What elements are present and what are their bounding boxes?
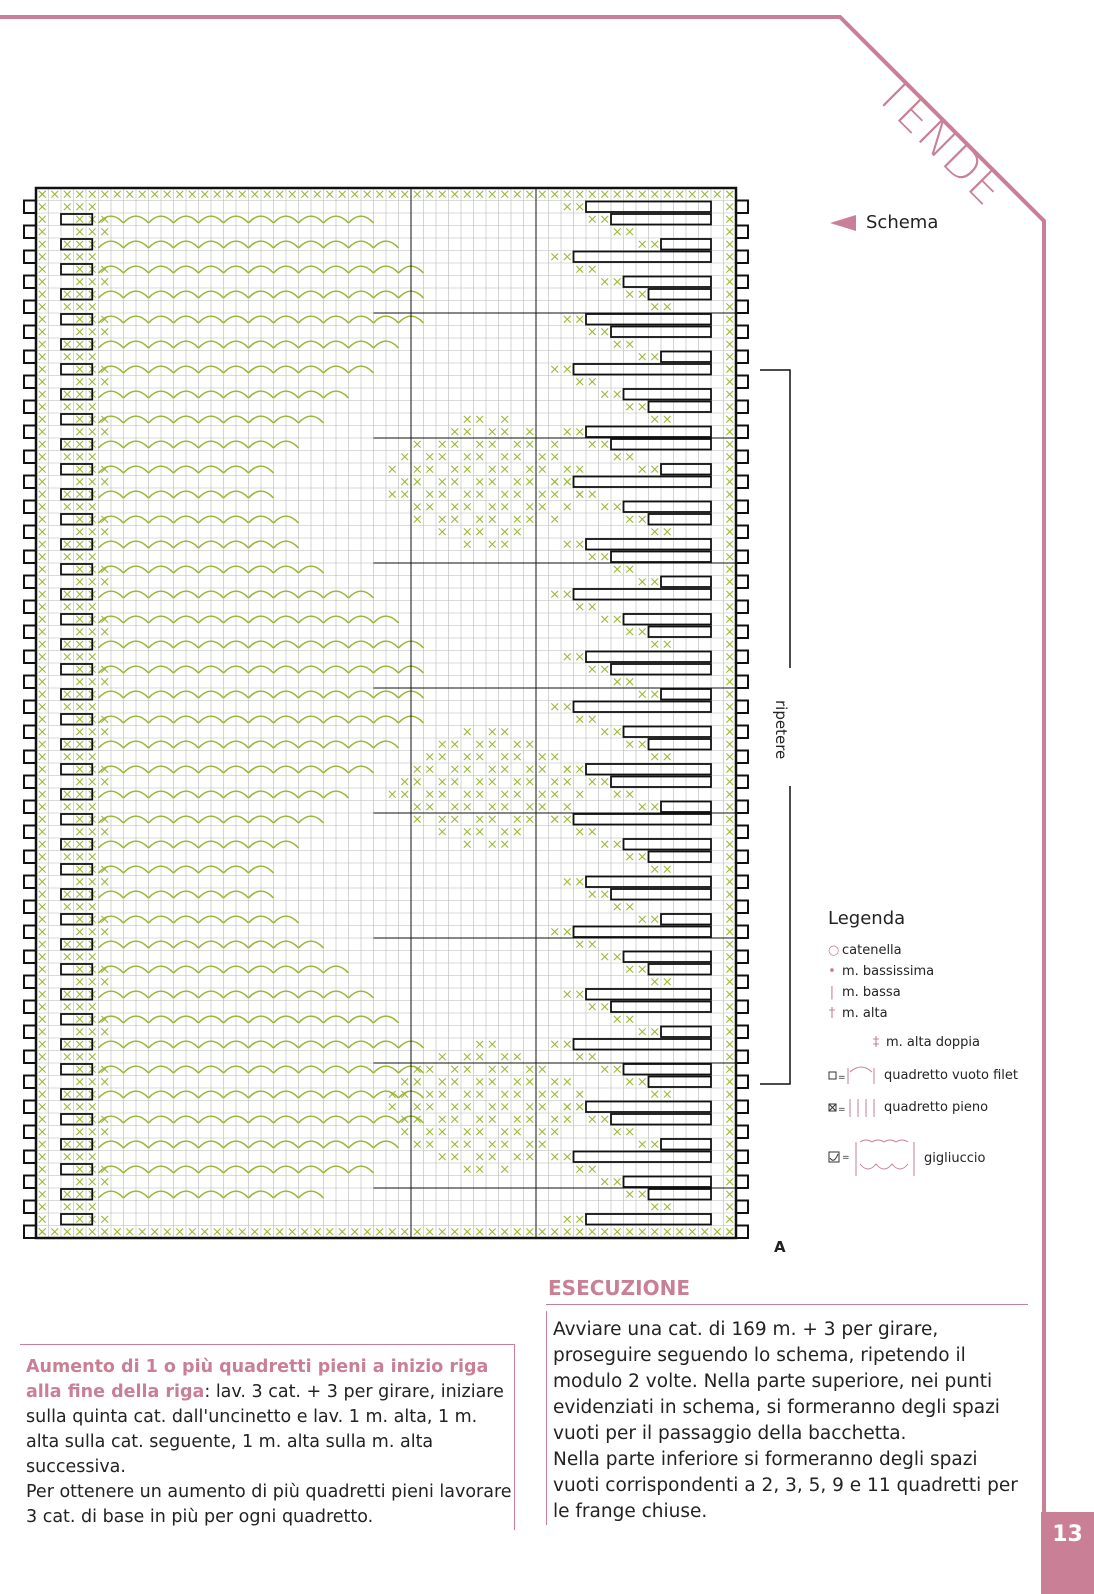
start-corner-mark: A (774, 1238, 786, 1256)
increase-note (20, 1344, 515, 1530)
filled-block-icon (828, 1096, 878, 1118)
legend (828, 908, 1078, 1186)
execution-paragraph: Avviare una cat. di 169 m. + 3 per girare, proseguire seguendo lo schema, ripetendo il modulo 2 volte. Nella parte superiore, nei punti evidenziati in schema, si formeranno degli spazi vuoti per il passaggio della bacchetta. (553, 1319, 1000, 1444)
legend-item: ○ catenella (828, 943, 902, 958)
execution-body (546, 1311, 1028, 1525)
open-mesh-icon (828, 1064, 878, 1086)
repeat-label: ripetere (772, 700, 790, 760)
legend-item: = gigliuccio (828, 1136, 1078, 1180)
double-crochet-icon: † (828, 1006, 836, 1021)
filet-chart (22, 182, 762, 1252)
legend-title: Legenda (828, 908, 906, 929)
section-tag: TENDE (865, 68, 1015, 217)
svg-text:=: = (838, 1105, 846, 1115)
legend-item: • m. bassissima (828, 964, 935, 979)
note-text: : lav. 3 cat. + 3 per girare, iniziare sulla quinta cat. dall'uncinetto e lav. 1 m. alta, 1 m. alta sulla cat. seguente, 1 m. alta sulla m. alta successiva. (26, 1382, 504, 1477)
page-number: 13 (1041, 1512, 1094, 1594)
slip-stitch-icon: • (828, 964, 836, 979)
execution-title: ESECUZIONE (548, 1276, 690, 1300)
legend-item: | m. bassa (829, 985, 901, 1000)
pointer-arrow-icon (830, 215, 856, 231)
execution-paragraph: Nella parte inferiore si formeranno degli spazi vuoti corrispondenti a 2, 3, 5, 9 e 11 quadretti per le frange chiuse. (553, 1449, 1018, 1522)
legend-item: † m. alta (828, 1006, 888, 1021)
chain-stitch-icon: ○ (828, 943, 840, 958)
legend-item: ‡ m. alta doppia (872, 1035, 980, 1050)
legend-item: = quadretto vuoto filet (828, 1064, 1078, 1086)
treble-crochet-icon: ‡ (872, 1035, 880, 1050)
lily-stitch-icon (828, 1136, 918, 1180)
note-text-2: Per ottenere un aumento di più quadretti pieni lavorare 3 cat. di base in più per ogni quadretto. (26, 1482, 512, 1527)
svg-text:=: = (838, 1073, 846, 1083)
svg-text:=: = (842, 1153, 850, 1163)
note-title: Aumento di 1 o più quadretti pieni a inizio riga alla fine della riga (26, 1357, 489, 1402)
schema-label (830, 212, 938, 233)
schema-text: Schema (866, 212, 939, 233)
legend-item: = quadretto pieno (828, 1096, 1078, 1118)
single-crochet-icon: | (829, 985, 835, 1000)
execution-section (546, 1276, 1028, 1525)
